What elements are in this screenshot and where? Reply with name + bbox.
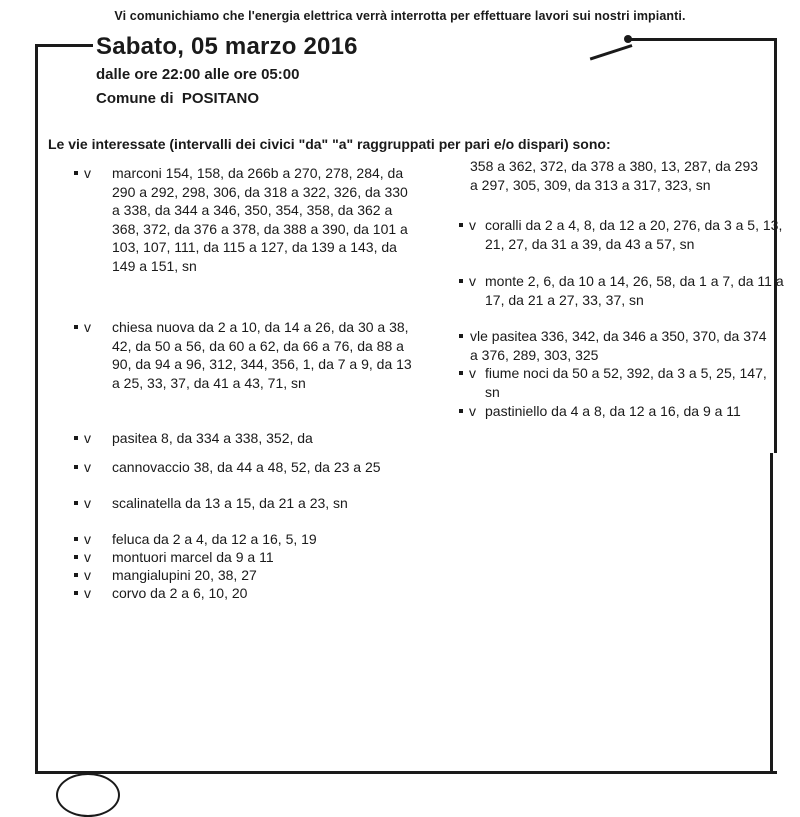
street-item	[459, 327, 770, 364]
street-text: montuori marcel da 9 a 11	[112, 549, 274, 565]
bullet-v: v	[459, 216, 485, 235]
bullet-v: v	[74, 164, 112, 183]
bullet-v: v	[459, 272, 485, 291]
street-text: feluca da 2 a 4, da 12 a 16, 5, 19	[112, 531, 317, 547]
street-text: chiesa nuova da 2 a 10, da 14 a 26, da 30 a 38, 42, da 50 a 56, da 60 a 62, da 66 a 76, da 88 a 90, da 94 a 96, 312, 344, 356, 1, da 7 a 9, da 13 a 25, 33, 37, da 41 a 43, 71, sn	[112, 319, 412, 391]
bullet-v: v	[74, 548, 112, 567]
street-item	[74, 530, 412, 549]
street-text: cannovaccio 38, da 44 a 48, 52, da 23 a 25	[112, 459, 381, 475]
bullet-v: v	[459, 402, 485, 421]
street-item	[459, 216, 785, 253]
bullet-v: v	[74, 530, 112, 549]
bullet-v: v	[74, 318, 112, 337]
street-item	[74, 164, 412, 276]
street-text: pastiniello da 4 a 8, da 12 a 16, da 9 a 11	[485, 403, 741, 419]
municipality: Comune di POSITANO	[96, 90, 260, 107]
title-block	[96, 33, 358, 61]
street-text: monte 2, 6, da 10 a 14, 26, 58, da 1 a 7, da 11 a 17, da 21 a 27, 33, 37, sn	[485, 273, 784, 308]
notice-header: Vi comunichiamo che l'energia elettrica verrà interrotta per effettuare lavori sui nostri impianti.	[114, 9, 686, 23]
street-text: corvo da 2 a 6, 10, 20	[112, 585, 248, 601]
street-text: vle pasitea 336, 342, da 346 a 350, 370, da 374 a 376, 289, 303, 325	[470, 328, 767, 363]
bullet-v: v	[74, 566, 112, 585]
street-item	[74, 458, 412, 477]
bullet-v: v	[459, 364, 485, 383]
street-item	[74, 318, 412, 392]
outage-date: Sabato, 05 marzo 2016	[96, 33, 358, 60]
stamp-fragment	[56, 773, 120, 817]
street-text: mangialupini 20, 38, 27	[112, 567, 257, 583]
bullet-dot	[459, 327, 470, 346]
street-text: fiume noci da 50 a 52, 392, da 3 a 5, 25, 147, sn	[485, 365, 767, 400]
street-text: coralli da 2 a 4, 8, da 12 a 20, 276, da 3 a 5, 13, 21, 27, da 31 a 39, da 43 a 57, sn	[485, 217, 783, 252]
pasitea-continuation: 358 a 362, 372, da 378 a 380, 13, 287, da 293 a 297, 305, 309, da 313 a 317, 323, sn	[470, 158, 759, 193]
streets-intro: Le vie interessate (intervalli dei civici "da" "a" raggruppati per pari e/o dispari) sono:	[48, 136, 611, 152]
street-item	[459, 272, 785, 309]
bullet-v: v	[74, 458, 112, 477]
outage-hours: dalle ore 22:00 alle ore 05:00	[96, 66, 300, 83]
street-item	[459, 364, 785, 401]
street-item	[74, 494, 412, 513]
street-text: scalinatella da 13 a 15, da 21 a 23, sn	[112, 495, 348, 511]
street-item	[74, 584, 412, 603]
street-item	[74, 429, 412, 448]
street-item	[74, 548, 412, 567]
bullet-v: v	[74, 494, 112, 513]
street-text: marconi 154, 158, da 266b a 270, 278, 284, da 290 a 292, 298, 306, da 318 a 322, 326, da 330 a 338, da 344 a 346, 350, 354, 358, da 362 a 368, 372, da 376 a 378, da 388 a 390, da 101 a 103, 107, 111, da 115 a 127, da 139 a 143, da 149 a 151, sn	[112, 165, 408, 274]
bullet-v: v	[74, 584, 112, 603]
bullet-v: v	[74, 429, 112, 448]
street-text: pasitea 8, da 334 a 338, 352, da	[112, 430, 313, 446]
street-item	[74, 566, 412, 585]
street-item	[459, 402, 785, 421]
